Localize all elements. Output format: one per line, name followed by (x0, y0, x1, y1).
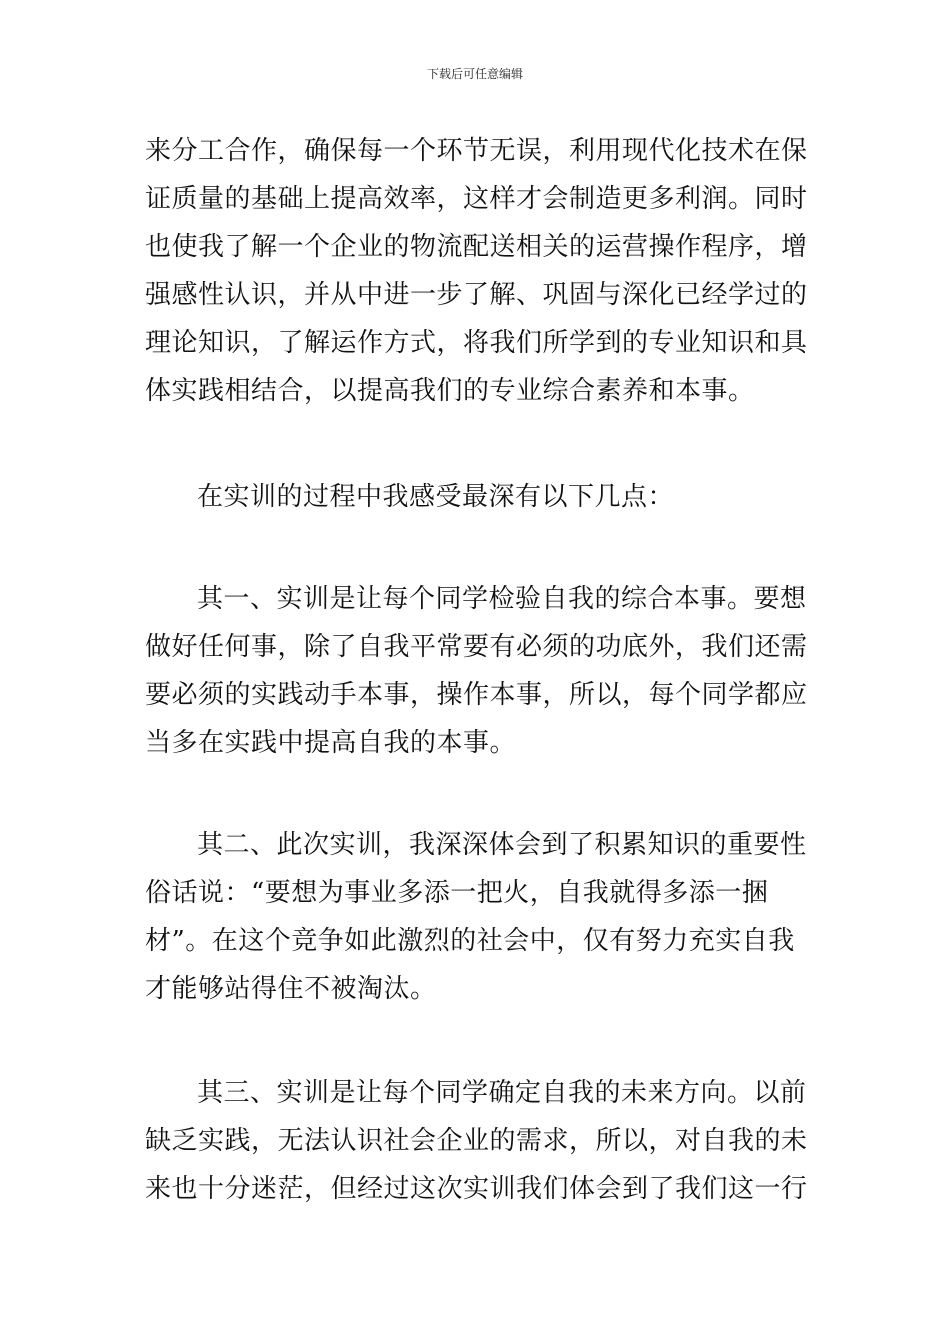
text-line: 强感性认识，并从中进一步了解、巩固与深化已经学过的 (145, 280, 808, 310)
text-line: 来也十分迷茫，但经过这次实训我们体会到了我们这一行 (145, 1174, 808, 1204)
text-line: 理论知识，了解运作方式，将我们所学到的专业知识和具 (145, 328, 808, 358)
text-line: 当多在实践中提高自我的本事。 (145, 728, 517, 758)
text-line: 证质量的基础上提高效率，这样才会制造更多利润。同时 (145, 184, 808, 214)
text-line: 材”。在这个竞争如此激烈的社会中，仅有努力充实自我 (145, 926, 795, 956)
text-line: 体实践相结合，以提高我们的专业综合素养和本事。 (145, 376, 755, 406)
text-line: 要必须的实践动手本事，操作本事，所以，每个同学都应 (145, 680, 808, 710)
text-line: 俗话说：“要想为事业多添一把火，自我就得多添一捆 (145, 878, 769, 908)
text-line: 才能够站得住不被淘汰。 (145, 974, 437, 1004)
text-line: 其三、实训是让每个同学确定自我的未来方向。以前 (197, 1078, 807, 1108)
text-line: 来分工合作，确保每一个环节无误，利用现代化技术在保 (145, 136, 808, 166)
text-line: 也使我了解一个企业的物流配送相关的运营操作程序，增 (145, 232, 808, 262)
text-line: 做好任何事，除了自我平常要有必须的功底外，我们还需 (145, 632, 808, 662)
text-line: 在实训的过程中我感受最深有以下几点： (197, 482, 675, 512)
text-line: 缺乏实践，无法认识社会企业的需求，所以，对自我的未 (145, 1126, 808, 1156)
page-header: 下载后可任意编辑 (426, 67, 523, 81)
text-line: 其二、此次实训，我深深体会到了积累知识的重要性 (197, 830, 807, 860)
text-line: 其一、实训是让每个同学检验自我的综合本事。要想 (197, 584, 807, 614)
